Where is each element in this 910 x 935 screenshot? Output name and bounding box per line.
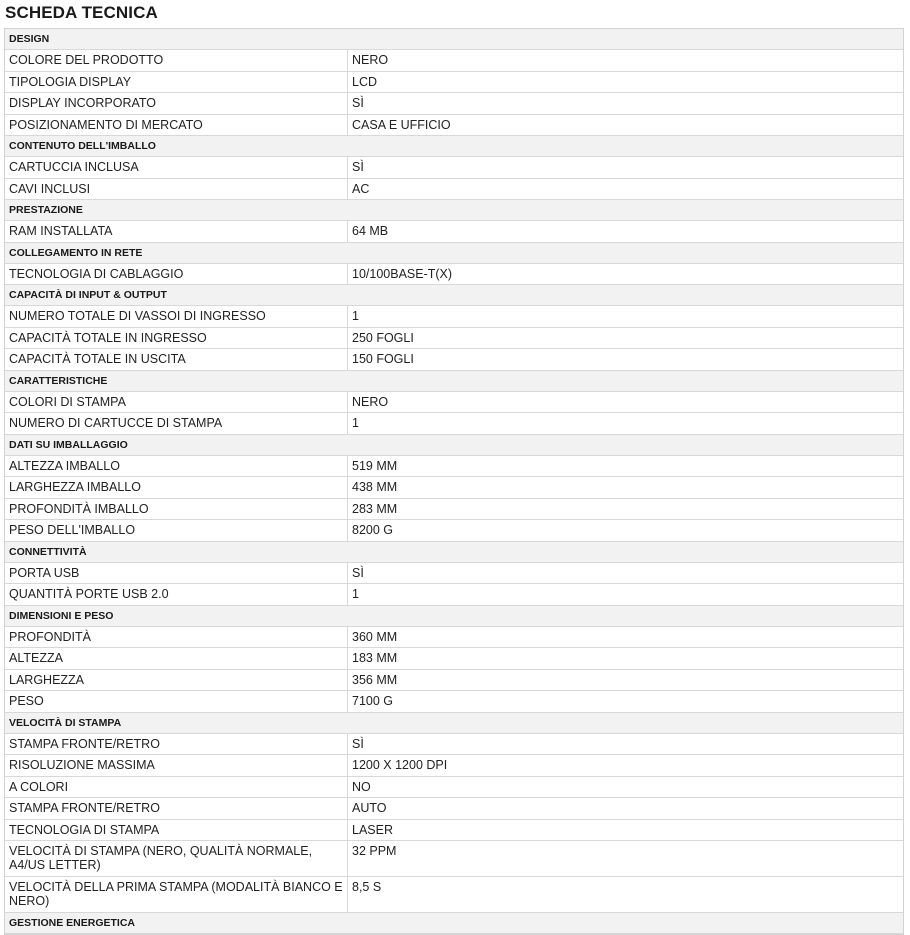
spec-label: TECNOLOGIA DI STAMPA [5,820,348,842]
spec-value: SÌ [348,157,903,179]
spec-label: RISOLUZIONE MASSIMA [5,755,348,777]
spec-label: TECNOLOGIA DI CABLAGGIO [5,264,348,286]
spec-table [4,28,904,935]
section-heading: PRESTAZIONE [5,200,903,221]
table-row [5,456,903,478]
table-row [5,499,903,521]
spec-table-body [5,29,903,934]
table-row [5,563,903,585]
spec-label: PESO DELL'IMBALLO [5,520,348,542]
section-header [5,913,903,934]
table-row [5,877,903,913]
spec-value: 1 [348,584,903,606]
spec-label: LARGHEZZA [5,670,348,692]
spec-value: 183 MM [348,648,903,670]
page-title: SCHEDA TECNICA [5,3,158,22]
spec-label: QUANTITÀ PORTE USB 2.0 [5,584,348,606]
spec-value: 1 [348,306,903,328]
spec-label: PORTA USB [5,563,348,585]
spec-label: ALTEZZA [5,648,348,670]
table-row [5,50,903,72]
spec-label: DISPLAY INCORPORATO [5,93,348,115]
spec-value: 250 FOGLI [348,328,903,350]
section-header [5,542,903,563]
spec-value: 438 MM [348,477,903,499]
table-row [5,648,903,670]
table-row [5,115,903,137]
spec-label: NUMERO DI CARTUCCE DI STAMPA [5,413,348,435]
section-heading: CONNETTIVITÀ [5,542,903,563]
spec-label: VELOCITÀ DELLA PRIMA STAMPA (MODALITÀ BIANCO E NERO) [5,877,348,913]
table-row [5,734,903,756]
table-row [5,413,903,435]
table-row [5,798,903,820]
table-row [5,520,903,542]
table-row [5,264,903,286]
section-header [5,606,903,627]
spec-label: RAM INSTALLATA [5,221,348,243]
table-row [5,820,903,842]
table-row [5,392,903,414]
spec-value: 7100 G [348,691,903,713]
table-row [5,670,903,692]
spec-value: NO [348,777,903,799]
section-heading: CARATTERISTICHE [5,371,903,392]
spec-label: PROFONDITÀ [5,627,348,649]
spec-label: PESO [5,691,348,713]
spec-label: TIPOLOGIA DISPLAY [5,72,348,94]
spec-value: 150 FOGLI [348,349,903,371]
section-heading: CAPACITÀ DI INPUT & OUTPUT [5,285,903,306]
spec-value: 8200 G [348,520,903,542]
spec-value: 283 MM [348,499,903,521]
spec-label: PROFONDITÀ IMBALLO [5,499,348,521]
spec-value: 64 MB [348,221,903,243]
section-heading: DIMENSIONI E PESO [5,606,903,627]
section-header [5,285,903,306]
spec-value: 1 [348,413,903,435]
table-row [5,179,903,201]
section-header [5,713,903,734]
table-row [5,349,903,371]
section-header [5,371,903,392]
section-header [5,243,903,264]
section-heading: VELOCITÀ DI STAMPA [5,713,903,734]
spec-value: AC [348,179,903,201]
spec-label: STAMPA FRONTE/RETRO [5,734,348,756]
table-row [5,221,903,243]
spec-label: POSIZIONAMENTO DI MERCATO [5,115,348,137]
spec-label: A COLORI [5,777,348,799]
spec-value: SÌ [348,563,903,585]
table-row [5,755,903,777]
section-header [5,29,903,50]
section-header [5,136,903,157]
table-row [5,841,903,877]
spec-value: AUTO [348,798,903,820]
spec-label: STAMPA FRONTE/RETRO [5,798,348,820]
spec-value: SÌ [348,734,903,756]
table-row [5,584,903,606]
table-row [5,627,903,649]
table-row [5,306,903,328]
table-row [5,157,903,179]
spec-label: COLORI DI STAMPA [5,392,348,414]
table-row [5,72,903,94]
spec-label: NUMERO TOTALE DI VASSOI DI INGRESSO [5,306,348,328]
spec-label: CAPACITÀ TOTALE IN INGRESSO [5,328,348,350]
section-header [5,200,903,221]
spec-value: CASA E UFFICIO [348,115,903,137]
section-heading: COLLEGAMENTO IN RETE [5,243,903,264]
section-heading: GESTIONE ENERGETICA [5,913,903,934]
spec-value: 32 PPM [348,841,903,877]
spec-label: LARGHEZZA IMBALLO [5,477,348,499]
section-heading: DATI SU IMBALLAGGIO [5,435,903,456]
spec-label: CAPACITÀ TOTALE IN USCITA [5,349,348,371]
table-row [5,93,903,115]
section-heading: DESIGN [5,29,903,50]
section-heading: CONTENUTO DELL'IMBALLO [5,136,903,157]
spec-value: LCD [348,72,903,94]
spec-value: 10/100BASE-T(X) [348,264,903,286]
table-row [5,691,903,713]
spec-value: 8,5 S [348,877,903,913]
spec-value: LASER [348,820,903,842]
table-row [5,328,903,350]
spec-value: SÌ [348,93,903,115]
spec-value: 519 MM [348,456,903,478]
table-row [5,777,903,799]
spec-value: 360 MM [348,627,903,649]
spec-label: VELOCITÀ DI STAMPA (NERO, QUALITÀ NORMALE, A4/US LETTER) [5,841,348,877]
section-header [5,435,903,456]
spec-value: 1200 X 1200 DPI [348,755,903,777]
spec-label: CAVI INCLUSI [5,179,348,201]
table-row [5,477,903,499]
spec-value: NERO [348,50,903,72]
spec-value: NERO [348,392,903,414]
spec-label: CARTUCCIA INCLUSA [5,157,348,179]
spec-value: 356 MM [348,670,903,692]
spec-label: COLORE DEL PRODOTTO [5,50,348,72]
spec-label: ALTEZZA IMBALLO [5,456,348,478]
